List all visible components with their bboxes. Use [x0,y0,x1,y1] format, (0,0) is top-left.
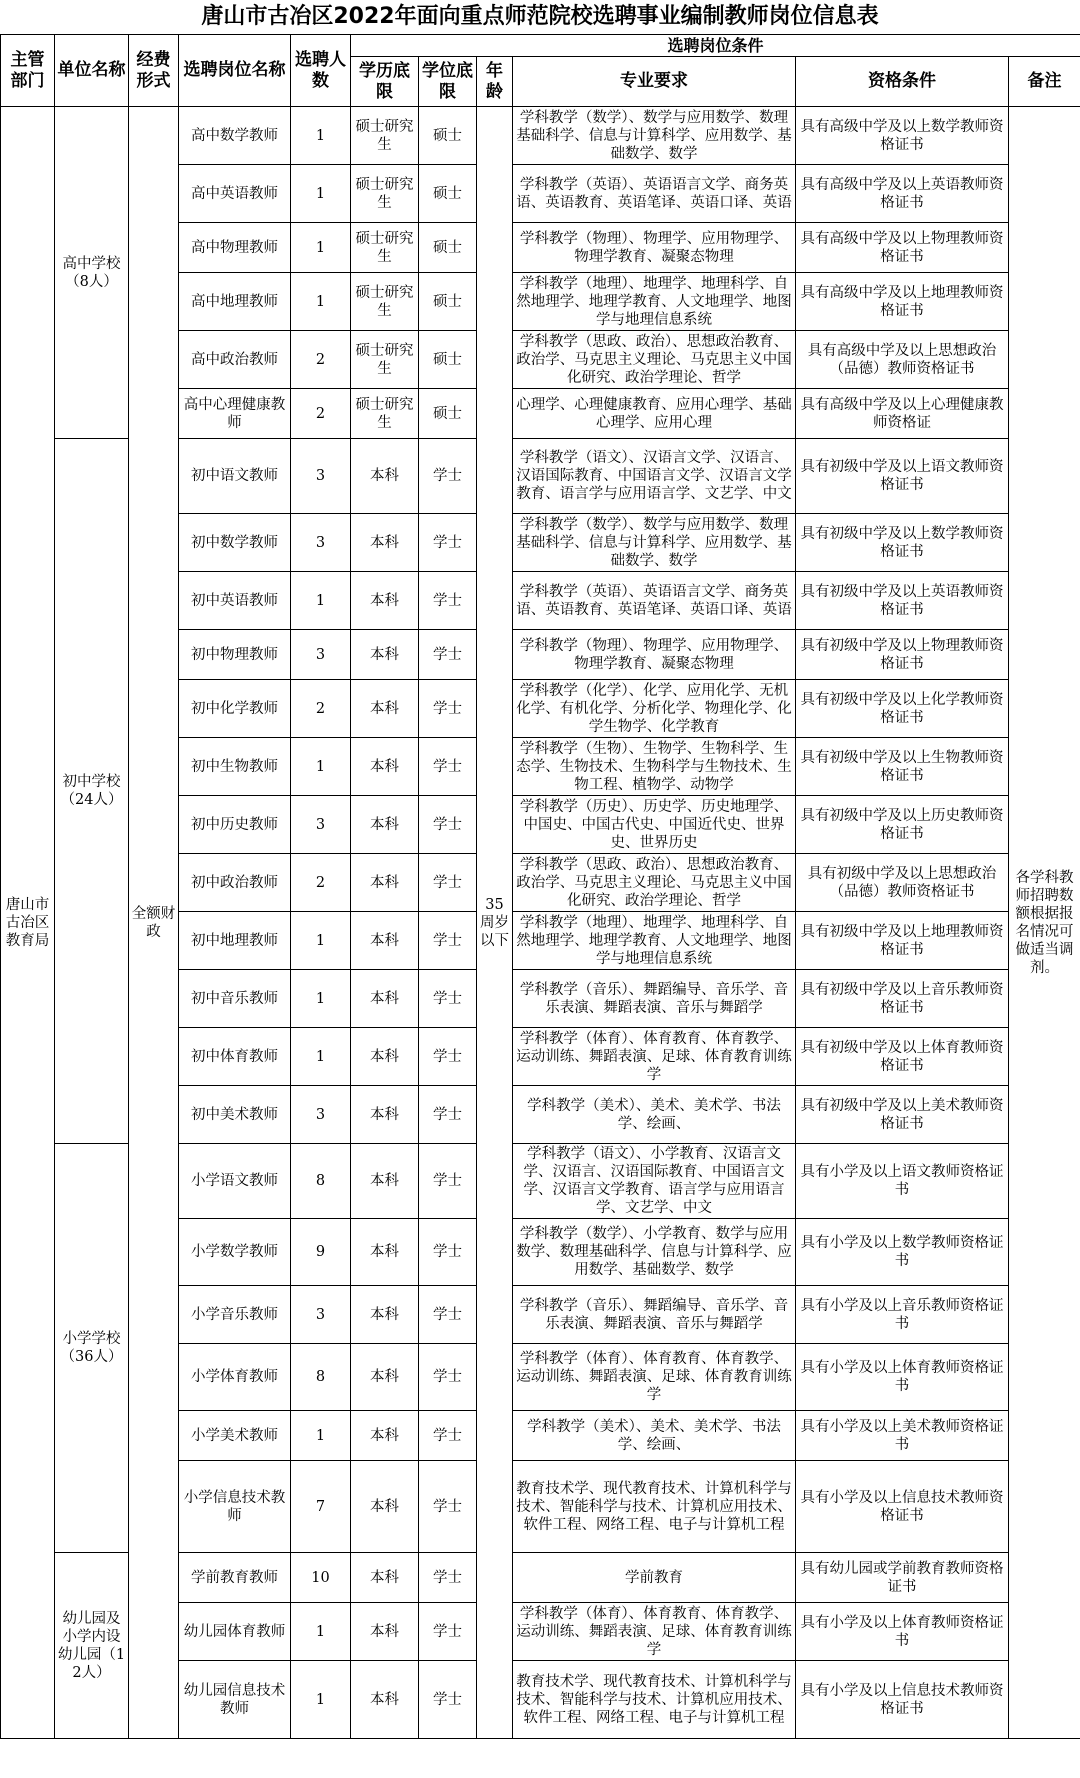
education-cell: 本科 [351,1661,419,1739]
qualification-cell: 具有初级中学及以上化学教师资格证书 [796,680,1009,738]
qualification-cell: 具有初级中学及以上思想政治（品德）教师资格证书 [796,854,1009,912]
major-cell: 学科教学（音乐）、舞蹈编导、音乐学、音乐表演、舞蹈表演、音乐与舞蹈学 [513,1286,796,1344]
degree-cell: 学士 [419,1344,477,1411]
education-cell: 硕士研究生 [351,165,419,223]
qualification-cell: 具有高级中学及以上英语教师资格证书 [796,165,1009,223]
major-cell: 学科教学（语文）、小学教育、汉语言文学、汉语言、汉语国际教育、中国语言文学、汉语言文学教育、语言学与应用语言学、文艺学、中文 [513,1144,796,1219]
qualification-cell: 具有小学及以上音乐教师资格证书 [796,1286,1009,1344]
qualification-cell: 具有初级中学及以上数学教师资格证书 [796,514,1009,572]
major-cell: 教育技术学、现代教育技术、计算机科学与技术、智能科学与技术、计算机应用技术、软件工程、网络工程、电子与计算机工程 [513,1461,796,1553]
position-cell: 初中地理教师 [179,912,291,970]
qualification-cell: 具有高级中学及以上物理教师资格证书 [796,223,1009,273]
major-cell: 心理学、心理健康教育、应用心理学、基础心理学、应用心理 [513,389,796,439]
positions-table [0,34,1080,1739]
major-cell: 学科教学（体育）、体育教育、体育教学、运动训练、舞蹈表演、足球、体育教育训练学 [513,1028,796,1086]
education-cell: 硕士研究生 [351,223,419,273]
unit-cell: 高中学校（8人） [55,107,129,439]
education-cell: 硕士研究生 [351,331,419,389]
degree-cell: 学士 [419,1086,477,1144]
qualification-cell: 具有小学及以上体育教师资格证书 [796,1344,1009,1411]
degree-cell: 学士 [419,630,477,680]
degree-cell: 学士 [419,1411,477,1461]
qualification-cell: 具有小学及以上美术教师资格证书 [796,1411,1009,1461]
qualification-cell: 具有小学及以上信息技术教师资格证书 [796,1661,1009,1739]
count-cell: 8 [291,1344,351,1411]
count-cell: 1 [291,970,351,1028]
major-cell: 学科教学（地理）、地理学、地理科学、自然地理学、地理学教育、人文地理学、地图学与地理信息系统 [513,273,796,331]
position-cell: 幼儿园信息技术教师 [179,1661,291,1739]
remark-cell: 各学科教师招聘数额根据报名情况可做适当调剂。 [1009,107,1080,1739]
degree-cell: 学士 [419,796,477,854]
count-cell: 1 [291,1411,351,1461]
position-cell: 小学信息技术教师 [179,1461,291,1553]
degree-cell: 学士 [419,1661,477,1739]
position-cell: 高中政治教师 [179,331,291,389]
education-cell: 本科 [351,1603,419,1661]
position-cell: 初中生物教师 [179,738,291,796]
count-cell: 3 [291,439,351,514]
count-cell: 3 [291,796,351,854]
major-cell: 学科教学（体育）、体育教育、体育教学、运动训练、舞蹈表演、足球、体育教育训练学 [513,1344,796,1411]
major-cell: 学科教学（体育）、体育教育、体育教学、运动训练、舞蹈表演、足球、体育教育训练学 [513,1603,796,1661]
position-cell: 初中语文教师 [179,439,291,514]
count-cell: 1 [291,1603,351,1661]
position-cell: 初中政治教师 [179,854,291,912]
education-cell: 本科 [351,1086,419,1144]
position-cell: 小学语文教师 [179,1144,291,1219]
major-cell: 学科教学（音乐）、舞蹈编导、音乐学、音乐表演、舞蹈表演、音乐与舞蹈学 [513,970,796,1028]
degree-cell: 学士 [419,1461,477,1553]
education-cell: 本科 [351,970,419,1028]
qualification-cell: 具有初级中学及以上历史教师资格证书 [796,796,1009,854]
position-cell: 初中音乐教师 [179,970,291,1028]
major-cell: 学科教学（生物）、生物学、生物科学、生态学、生物技术、生物科学与生物技术、生物工程、植物学、动物学 [513,738,796,796]
unit-cell: 初中学校（24人） [55,439,129,1144]
degree-cell: 硕士 [419,165,477,223]
education-cell: 本科 [351,1461,419,1553]
degree-cell: 学士 [419,439,477,514]
count-cell: 2 [291,680,351,738]
position-cell: 高中物理教师 [179,223,291,273]
major-cell: 学科教学（数学）、小学教育、数学与应用数学、数理基础科学、信息与计算科学、应用数学、基础数学、数学 [513,1219,796,1286]
header-fund: 经费形式 [129,35,179,107]
education-cell: 本科 [351,1219,419,1286]
degree-cell: 学士 [419,514,477,572]
major-cell: 学科教学（英语）、英语语言文学、商务英语、英语教育、英语笔译、英语口译、英语 [513,165,796,223]
education-cell: 硕士研究生 [351,273,419,331]
education-cell: 本科 [351,1553,419,1603]
qualification-cell: 具有初级中学及以上体育教师资格证书 [796,1028,1009,1086]
qualification-cell: 具有初级中学及以上美术教师资格证书 [796,1086,1009,1144]
education-cell: 本科 [351,738,419,796]
header-major: 专业要求 [513,57,796,107]
position-cell: 学前教育教师 [179,1553,291,1603]
degree-cell: 硕士 [419,273,477,331]
degree-cell: 学士 [419,680,477,738]
count-cell: 9 [291,1219,351,1286]
major-cell: 学科教学（历史）、历史学、历史地理学、中国史、中国古代史、中国近代史、世界史、世界历史 [513,796,796,854]
header-unit: 单位名称 [55,35,129,107]
dept-cell: 唐山市古冶区教育局 [1,107,55,1739]
education-cell: 本科 [351,1286,419,1344]
degree-cell: 硕士 [419,331,477,389]
education-cell: 本科 [351,1144,419,1219]
header-position: 选聘岗位名称 [179,35,291,107]
count-cell: 3 [291,514,351,572]
major-cell: 学科教学（物理）、物理学、应用物理学、物理学教育、凝聚态物理 [513,630,796,680]
qualification-cell: 具有初级中学及以上物理教师资格证书 [796,630,1009,680]
major-cell: 学科教学（美术）、美术、美术学、书法学、绘画、 [513,1411,796,1461]
count-cell: 1 [291,1028,351,1086]
count-cell: 1 [291,738,351,796]
qualification-cell: 具有小学及以上信息技术教师资格证书 [796,1461,1009,1553]
count-cell: 1 [291,1661,351,1739]
count-cell: 1 [291,572,351,630]
education-cell: 本科 [351,1411,419,1461]
major-cell: 学科教学（物理）、物理学、应用物理学、物理学教育、凝聚态物理 [513,223,796,273]
count-cell: 3 [291,1286,351,1344]
degree-cell: 学士 [419,1553,477,1603]
position-cell: 初中物理教师 [179,630,291,680]
count-cell: 1 [291,165,351,223]
education-cell: 本科 [351,1344,419,1411]
major-cell: 学科教学（数学）、数学与应用数学、数理基础科学、信息与计算科学、应用数学、基础数学、数学 [513,107,796,165]
education-cell: 硕士研究生 [351,389,419,439]
position-cell: 初中数学教师 [179,514,291,572]
qualification-cell: 具有小学及以上数学教师资格证书 [796,1219,1009,1286]
qualification-cell: 具有高级中学及以上心理健康教师资格证 [796,389,1009,439]
count-cell: 2 [291,389,351,439]
degree-cell: 学士 [419,854,477,912]
degree-cell: 学士 [419,738,477,796]
unit-cell: 小学学校（36人） [55,1144,129,1553]
education-cell: 本科 [351,1028,419,1086]
degree-cell: 学士 [419,970,477,1028]
education-cell: 本科 [351,439,419,514]
major-cell: 学科教学（数学）、数学与应用数学、数理基础科学、信息与计算科学、应用数学、基础数学、数学 [513,514,796,572]
count-cell: 10 [291,1553,351,1603]
position-cell: 高中数学教师 [179,107,291,165]
degree-cell: 硕士 [419,389,477,439]
position-cell: 小学音乐教师 [179,1286,291,1344]
header-degree: 学位底限 [419,57,477,107]
unit-cell: 幼儿园及小学内设幼儿园（12人） [55,1553,129,1739]
qualification-cell: 具有初级中学及以上英语教师资格证书 [796,572,1009,630]
position-cell: 高中英语教师 [179,165,291,223]
education-cell: 本科 [351,912,419,970]
count-cell: 1 [291,273,351,331]
degree-cell: 学士 [419,572,477,630]
education-cell: 本科 [351,796,419,854]
qualification-cell: 具有高级中学及以上数学教师资格证书 [796,107,1009,165]
header-conditions: 选聘岗位条件 [351,35,1080,57]
qualification-cell: 具有高级中学及以上地理教师资格证书 [796,273,1009,331]
position-cell: 初中化学教师 [179,680,291,738]
count-cell: 2 [291,854,351,912]
degree-cell: 硕士 [419,107,477,165]
position-cell: 小学体育教师 [179,1344,291,1411]
education-cell: 本科 [351,514,419,572]
header-dept: 主管部门 [1,35,55,107]
degree-cell: 学士 [419,1144,477,1219]
major-cell: 学科教学（思政、政治）、思想政治教育、政治学、马克思主义理论、马克思主义中国化研究、政治学理论、哲学 [513,331,796,389]
qualification-cell: 具有初级中学及以上音乐教师资格证书 [796,970,1009,1028]
major-cell: 学科教学（化学）、化学、应用化学、无机化学、有机化学、分析化学、物理化学、化学生物学、化学教育 [513,680,796,738]
count-cell: 1 [291,223,351,273]
degree-cell: 学士 [419,912,477,970]
position-cell: 高中地理教师 [179,273,291,331]
document-title: 唐山市古冶区2022年面向重点师范院校选聘事业编制教师岗位信息表 [201,4,879,29]
fund-cell: 全额财政 [129,107,179,1739]
degree-cell: 硕士 [419,223,477,273]
major-cell: 学科教学（思政、政治）、思想政治教育、政治学、马克思主义理论、马克思主义中国化研究、政治学理论、哲学 [513,854,796,912]
position-cell: 初中英语教师 [179,572,291,630]
header-count: 选聘人数 [291,35,351,107]
position-cell: 初中美术教师 [179,1086,291,1144]
qualification-cell: 具有小学及以上语文教师资格证书 [796,1144,1009,1219]
qualification-cell: 具有初级中学及以上地理教师资格证书 [796,912,1009,970]
age-cell: 35周岁以下 [477,107,513,1739]
position-cell: 小学美术教师 [179,1411,291,1461]
count-cell: 8 [291,1144,351,1219]
header-education: 学历底限 [351,57,419,107]
education-cell: 本科 [351,680,419,738]
count-cell: 1 [291,912,351,970]
position-cell: 小学数学教师 [179,1219,291,1286]
degree-cell: 学士 [419,1219,477,1286]
position-cell: 高中心理健康教师 [179,389,291,439]
count-cell: 2 [291,331,351,389]
position-cell: 幼儿园体育教师 [179,1603,291,1661]
qualification-cell: 具有幼儿园或学前教育教师资格证书 [796,1553,1009,1603]
education-cell: 本科 [351,630,419,680]
education-cell: 硕士研究生 [351,107,419,165]
header-remark: 备注 [1009,57,1080,107]
count-cell: 3 [291,630,351,680]
major-cell: 教育技术学、现代教育技术、计算机科学与技术、智能科学与技术、计算机应用技术、软件工程、网络工程、电子与计算机工程 [513,1661,796,1739]
education-cell: 本科 [351,572,419,630]
count-cell: 3 [291,1086,351,1144]
education-cell: 本科 [351,854,419,912]
position-cell: 初中体育教师 [179,1028,291,1086]
table-row [1,107,1080,165]
qualification-cell: 具有高级中学及以上思想政治（品德）教师资格证书 [796,331,1009,389]
major-cell: 学前教育 [513,1553,796,1603]
degree-cell: 学士 [419,1603,477,1661]
count-cell: 1 [291,107,351,165]
major-cell: 学科教学（美术）、美术、美术学、书法学、绘画、 [513,1086,796,1144]
header-age: 年龄 [477,57,513,107]
degree-cell: 学士 [419,1028,477,1086]
position-cell: 初中历史教师 [179,796,291,854]
major-cell: 学科教学（英语）、英语语言文学、商务英语、英语教育、英语笔译、英语口译、英语 [513,572,796,630]
degree-cell: 学士 [419,1286,477,1344]
major-cell: 学科教学（地理）、地理学、地理科学、自然地理学、地理学教育、人文地理学、地图学与地理信息系统 [513,912,796,970]
count-cell: 7 [291,1461,351,1553]
qualification-cell: 具有初级中学及以上生物教师资格证书 [796,738,1009,796]
qualification-cell: 具有初级中学及以上语文教师资格证书 [796,439,1009,514]
qualification-cell: 具有小学及以上体育教师资格证书 [796,1603,1009,1661]
header-qualification: 资格条件 [796,57,1009,107]
major-cell: 学科教学（语文）、汉语言文学、汉语言、汉语国际教育、中国语言文学、汉语言文学教育、语言学与应用语言学、文艺学、中文 [513,439,796,514]
